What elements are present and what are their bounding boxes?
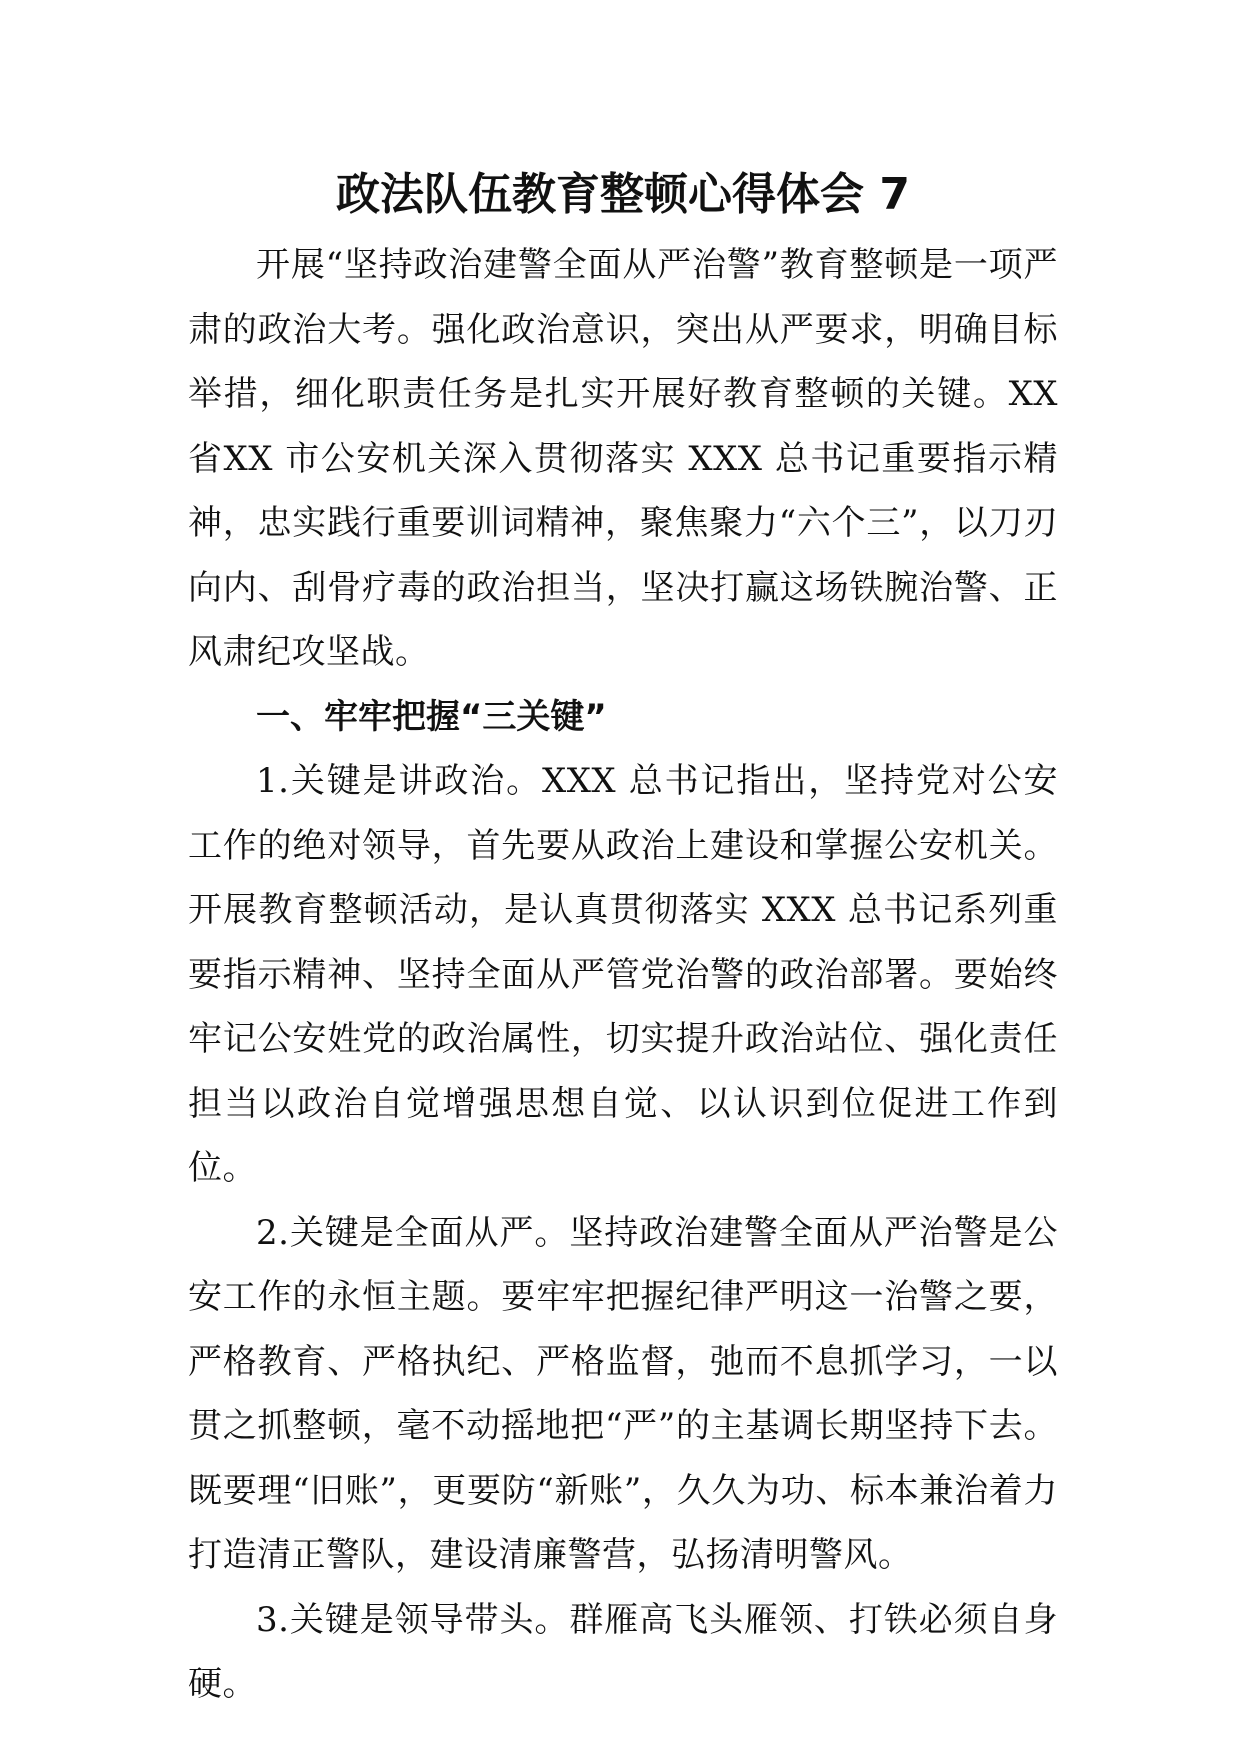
document-body	[188, 165, 1058, 1717]
section-heading: 一、牢牢把握“三关键”	[256, 696, 607, 737]
key-point-1-paragraph: 1.关键是讲政治。XXX 总书记指出，坚持党对公安工作的绝对领导，首先要从政治上建设和掌握公安机关。开展教育整顿活动，是认真贯彻落实 XXX 总书记系列重要指示精神、坚持全面从严管党治警的政治部署。要始终牢记公安姓党的政治属性，切实提升政治站位、强化责任担当以政治自觉增强思想自觉、以认识到位促进工作到位。	[188, 761, 1058, 1188]
key-point-3-paragraph: 3.关键是领导带头。群雁高飞头雁领、打铁必须自身硬。	[188, 1599, 1058, 1704]
document-title: 政法队伍教育整顿心得体会 7	[336, 169, 910, 220]
intro-paragraph: 开展“坚持政治建警全面从严治警”教育整顿是一项严肃的政治大考。强化政治意识，突出从严要求，明确目标举措，细化职责任务是扎实开展好教育整顿的关键。XX省XX 市公安机关深入贯彻落实 XXX 总书记重要指示精神，忠实践行重要训词精神，聚焦聚力“六个三”，以刀刃向内、刮骨疗毒的政治担当，坚决打赢这场铁腕治警、正风肃纪攻坚战。	[188, 245, 1058, 672]
key-point-2-paragraph: 2.关键是全面从严。坚持政治建警全面从严治警是公安工作的永恒主题。要牢牢把握纪律严明这一治警之要，严格教育、严格执纪、严格监督，弛而不息抓学习，一以贯之抓整顿，毫不动摇地把“严”的主基调长期坚持下去。既要理“旧账”，更要防“新账”，久久为功、标本兼治着力打造清正警队，建设清廉警营，弘扬清明警风。	[188, 1212, 1058, 1575]
